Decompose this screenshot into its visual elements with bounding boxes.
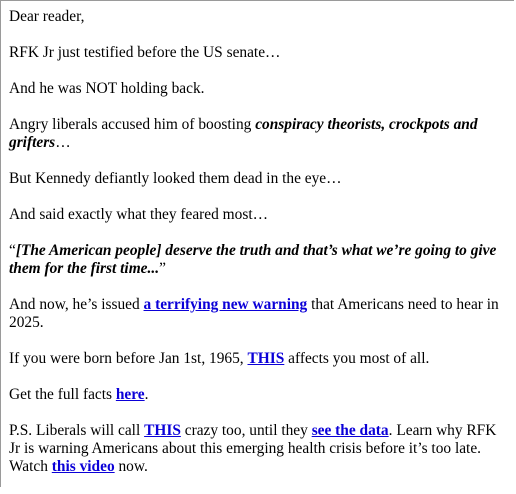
emphasis-text: conspiracy theorists, crockpots and grifters <box>9 116 478 151</box>
quote-text: [The American people] deserve the truth and that’s what we’re going to give them for the first time... <box>9 242 497 277</box>
paragraph-full-facts: Get the full facts here. <box>9 386 149 403</box>
paragraph-born-before: If you were born before Jan 1st, 1965, THIS affects you most of all. <box>9 350 430 367</box>
paragraph-testified: RFK Jr just testified before the US senate… <box>9 44 281 61</box>
this-video-link[interactable]: this video <box>51 458 115 475</box>
paragraph-warning: And now, he’s issued a terrifying new warning that Americans need to hear in 2025. <box>9 296 499 331</box>
paragraph-accused: Angry liberals accused him of boosting conspiracy theorists, crockpots and grifters… <box>9 116 478 151</box>
quote: “[The American people] deserve the truth and that’s what we’re going to give them for the first time...” <box>9 242 497 277</box>
greeting: Dear reader, <box>9 8 85 25</box>
terrifying-warning-link[interactable]: a terrifying new warning <box>143 296 308 313</box>
see-the-data-link[interactable]: see the data <box>311 422 389 439</box>
this-link[interactable]: THIS <box>247 350 285 367</box>
paragraph-feared-most: And said exactly what they feared most… <box>9 206 268 223</box>
postscript: P.S. Liberals will call THIS crazy too, until they see the data. Learn why RFK Jr is warning Americans about this emerging health crisis before it’s too late. Watch this video now. <box>9 422 497 475</box>
paragraph-dead-in-eye: But Kennedy defiantly looked them dead in the eye… <box>9 170 342 187</box>
email-body <box>9 8 509 494</box>
paragraph-not-holding-back: And he was NOT holding back. <box>9 80 205 97</box>
here-link[interactable]: here <box>115 386 145 403</box>
ps-this-link[interactable]: THIS <box>144 422 181 439</box>
